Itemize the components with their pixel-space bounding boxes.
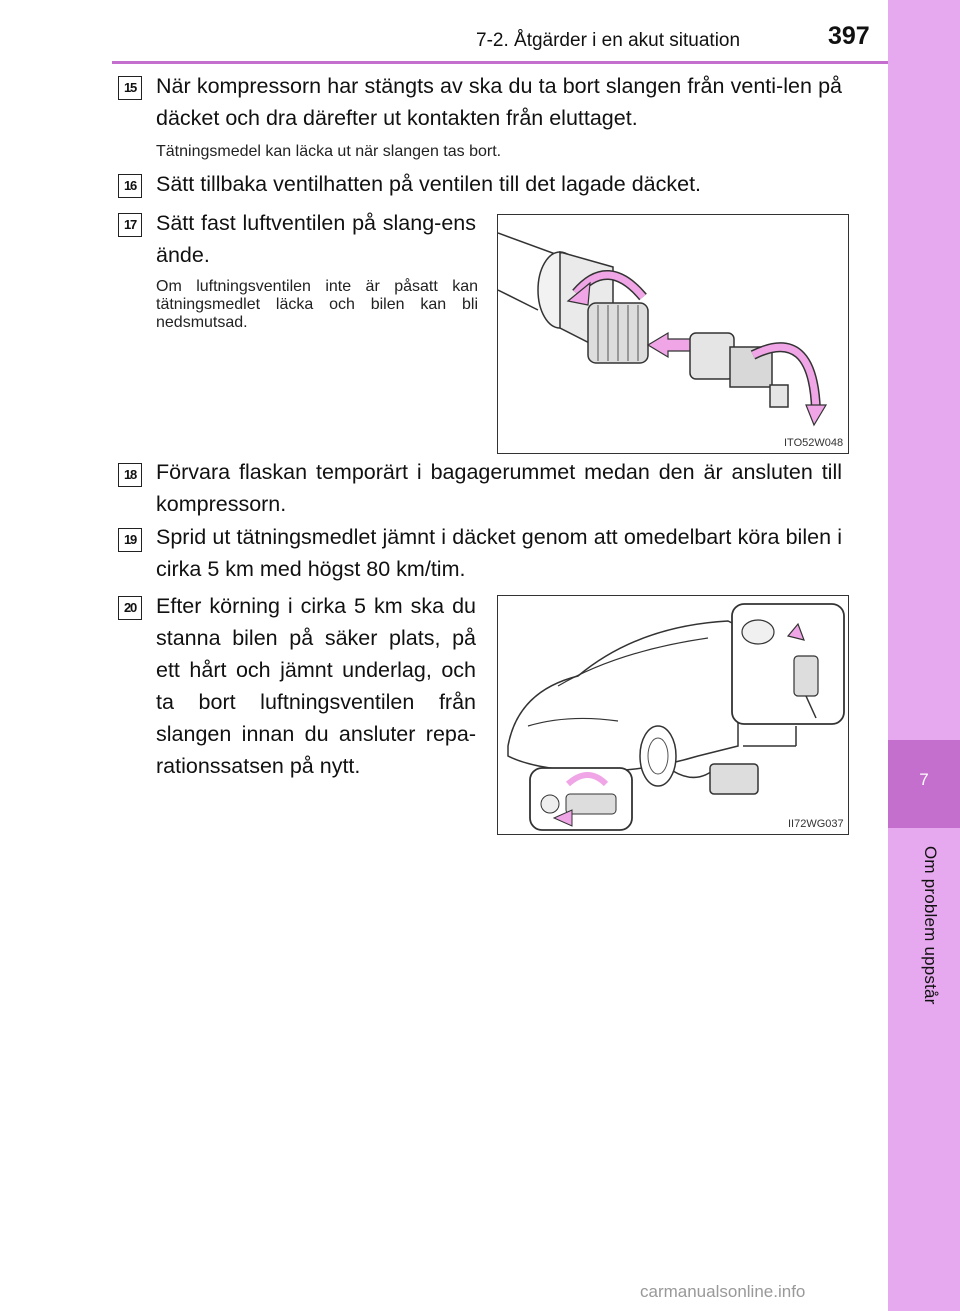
- step-text-20: Efter körning i cirka 5 km ska du stanna bilen på säker plats, på ett hårt och jämnt underlag, och ta bort luftningsventilen från slangen innan du ansluter repa-rationssatsen på nytt.: [156, 594, 476, 778]
- page-number: 397: [828, 22, 870, 50]
- step-number-19: 19: [118, 528, 142, 552]
- step-note-17: Om luftningsventilen inte är påsatt kan tätningsmedlet läcka och bilen kan bli nedsmutsad.: [156, 278, 478, 331]
- step-text-17: Sätt fast luftventilen på slang-ens ände.: [156, 211, 476, 267]
- step-note-15: Tätningsmedel kan läcka ut när slangen tas bort.: [156, 143, 502, 160]
- chapter-title: Om problem uppstår: [921, 846, 940, 1005]
- header-divider: [112, 61, 888, 64]
- figure-code-1: ITO52W048: [784, 437, 844, 449]
- step-text-15: När kompressorn har stängts av ska du ta bort slangen från venti-len på däcket och dra därefter ut kontakten från eluttaget.: [156, 74, 842, 130]
- step-text-19: Sprid ut tätningsmedlet jämnt i däcket genom att omedelbart köra bilen i cirka 5 km med högst 80 km/tim.: [156, 525, 842, 581]
- step-number-15: 15: [118, 76, 142, 100]
- figure-car-illustration: [497, 595, 849, 835]
- chapter-side-tab: [888, 0, 960, 1311]
- step-number-17: 17: [118, 213, 142, 237]
- car-drawing: [498, 596, 848, 834]
- figure-valve-illustration: [497, 214, 849, 454]
- chapter-number: 7: [919, 770, 929, 789]
- step-text-18: Förvara flaskan temporärt i bagagerummet medan den är ansluten till kompressorn.: [156, 460, 842, 516]
- valve-drawing: [498, 215, 848, 453]
- step-text-16: Sätt tillbaka ventilhatten på ventilen till det lagade däcket.: [156, 172, 702, 196]
- figure-code-2: II72WG037: [788, 818, 844, 830]
- step-number-18: 18: [118, 463, 142, 487]
- section-title: 7-2. Åtgärder i en akut situation: [476, 30, 741, 51]
- step-number-16: 16: [118, 174, 142, 198]
- step-number-20: 20: [118, 596, 142, 620]
- watermark-text: carmanualsonline.info: [640, 1282, 806, 1301]
